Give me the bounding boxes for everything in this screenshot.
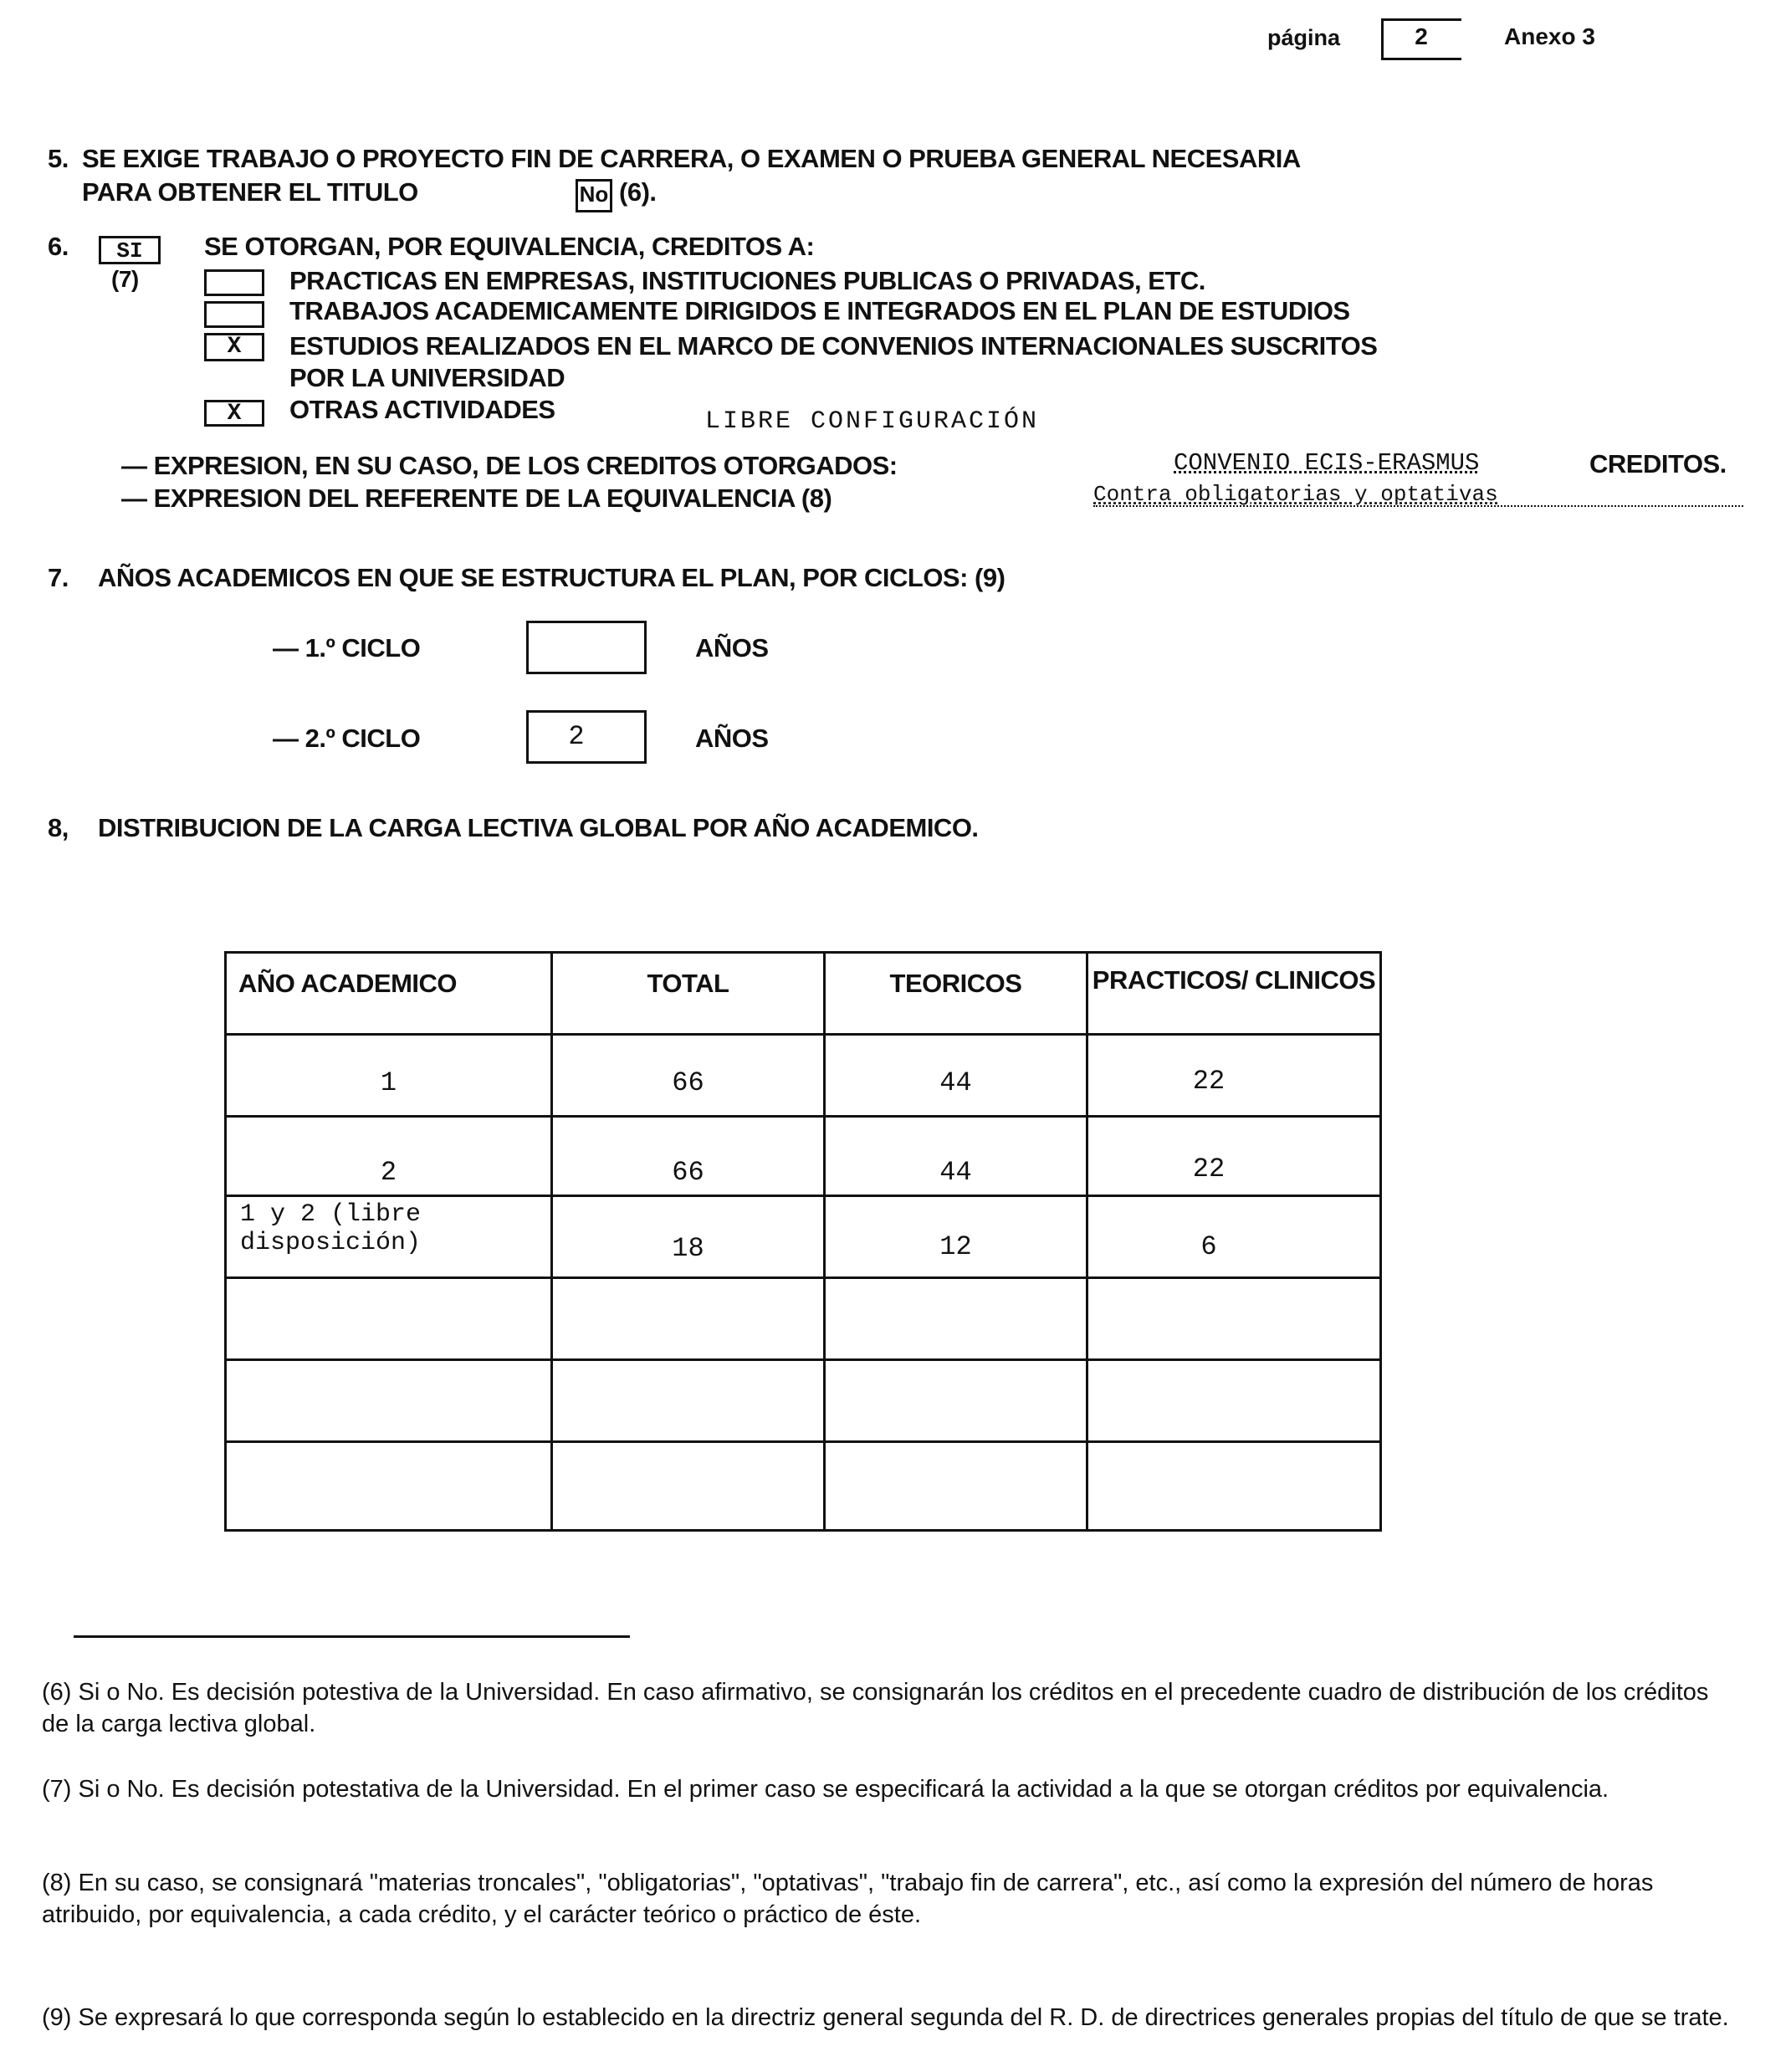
s7-cycle2-unit: AÑOS: [695, 724, 769, 753]
s6-option-1-checkbox[interactable]: [204, 269, 264, 296]
credit-distribution-table: [224, 951, 1382, 1532]
table-cell-theoretical: 44: [825, 1117, 1087, 1196]
footnote-6: (6) Si o No. Es decisión potestiva de la Universidad. En caso afirmativo, se consignarán los créditos en el precedente cuadro de distribución de los créditos de la carga lectiva global.: [42, 1679, 1709, 1737]
column-header-year: AÑO ACADEMICO: [226, 953, 552, 1035]
s7-cycle2-value: 2: [568, 721, 585, 752]
table-cell-total: 66: [552, 1035, 825, 1117]
s6-option-3-label: ESTUDIOS REALIZADOS EN EL MARCO DE CONVENIOS INTERNACIONALES SUSCRITOS: [289, 331, 1378, 361]
table-row: [226, 1117, 1381, 1196]
table-cell-year: [226, 1360, 552, 1442]
s6-expr1-value: CONVENIO ECIS-ERASMUS: [1174, 449, 1480, 477]
footnote-7: (7) Si o No. Es decisión potestativa de la Universidad. En el primer caso se especificará la actividad a la que se otorgan créditos por equivalencia.: [42, 1776, 1609, 1803]
table-cell-year: 1: [226, 1035, 552, 1117]
s6-note: (7): [111, 266, 139, 292]
s6-option-2-label: TRABAJOS ACADEMICAMENTE DIRIGIDOS E INTEGRADOS EN EL PLAN DE ESTUDIOS: [289, 296, 1350, 325]
s8-title: DISTRIBUCION DE LA CARGA LECTIVA GLOBAL POR AÑO ACADEMICO.: [98, 813, 979, 842]
table-cell-total: 18: [552, 1196, 825, 1278]
annex-label: Anexo 3: [1504, 23, 1595, 49]
table-cell-practical: [1087, 1278, 1381, 1360]
s5-note: (6).: [619, 177, 657, 207]
table-row: [226, 1196, 1381, 1278]
page-label: página: [1267, 25, 1341, 50]
table-cell-practical: 22: [1087, 1035, 1381, 1117]
s7-title: AÑOS ACADEMICOS EN QUE SE ESTRUCTURA EL PLAN, POR CICLOS: (9): [98, 563, 1006, 592]
s5-number: 5.: [48, 144, 69, 173]
table-cell-theoretical: 44: [825, 1035, 1087, 1117]
s7-number: 7.: [48, 563, 69, 592]
s6-expr1-label: — EXPRESION, EN SU CASO, DE LOS CREDITOS OTORGADOS:: [121, 451, 898, 480]
s7-cycle2-label: — 2.º CICLO: [273, 724, 421, 753]
s5-line1: SE EXIGE TRABAJO O PROYECTO FIN DE CARRERA, O EXAMEN O PRUEBA GENERAL NECESARIA: [82, 144, 1301, 173]
s6-expr1-suffix: CREDITOS.: [1589, 449, 1727, 478]
column-header-total: TOTAL: [552, 953, 825, 1035]
footnote-9: (9) Se expresará lo que corresponda según lo establecido en la directriz general segunda del R. D. de directrices generales propias del título de que se trate.: [42, 2004, 1729, 2031]
s6-expr2-label: — EXPRESION DEL REFERENTE DE LA EQUIVALENCIA (8): [121, 483, 832, 513]
s6-title: SE OTORGAN, POR EQUIVALENCIA, CREDITOS A:: [204, 232, 815, 261]
table-cell-theoretical: [825, 1278, 1087, 1360]
table-cell-practical: 6: [1087, 1196, 1381, 1278]
table-cell-total: [552, 1442, 825, 1531]
table-row: [226, 1278, 1381, 1360]
table-cell-year: 1 y 2 (libre disposición): [226, 1196, 552, 1278]
table-cell-practical: [1087, 1360, 1381, 1442]
table-cell-theoretical: [825, 1442, 1087, 1531]
s6-expr2-dotted-line: [1093, 505, 1743, 507]
footnote-8: (8) En su caso, se consignará "materias troncales", "obligatorias", "optativas", "trabajo fin de carrera", etc., así como la expresión del número de horas atribuido, por equivalencia, a cada crédito, y el carácter teórico o práctico de éste.: [42, 1870, 1654, 1928]
table-cell-practical: [1087, 1442, 1381, 1531]
table-cell-year: [226, 1278, 552, 1360]
table-row: [226, 1035, 1381, 1117]
table-cell-total: 66: [552, 1117, 825, 1196]
s6-answer: SI: [116, 238, 143, 263]
s6-number: 6.: [48, 232, 69, 261]
table-cell-practical: 22: [1087, 1117, 1381, 1196]
s5-answer: No: [579, 182, 609, 207]
table-cell-year: 2: [226, 1117, 552, 1196]
s6-option-4-label: OTRAS ACTIVIDADES: [289, 395, 555, 424]
s6-option-3-mark: X: [227, 334, 242, 360]
s6-option-3-label-line2: POR LA UNIVERSIDAD: [289, 363, 565, 392]
s6-option-4-value: LIBRE CONFIGURACIÓN: [705, 407, 1040, 436]
table-row: [226, 1442, 1381, 1531]
table-cell-total: [552, 1360, 825, 1442]
table-cell-theoretical: [825, 1360, 1087, 1442]
s7-cycle1-label: — 1.º CICLO: [273, 633, 421, 663]
s7-cycle1-unit: AÑOS: [695, 633, 769, 663]
page-number: 2: [1415, 23, 1428, 49]
s6-option-4-mark: X: [227, 401, 242, 427]
s6-expr2-value: Contra obligatorias y optativas: [1093, 482, 1498, 507]
table-cell-total: [552, 1278, 825, 1360]
s7-cycle1-box[interactable]: [526, 621, 647, 674]
footnote-separator: [74, 1635, 630, 1638]
s6-option-2-checkbox[interactable]: [204, 301, 264, 328]
table-row: [226, 1360, 1381, 1442]
column-header-practical: PRACTICOS/ CLINICOS: [1087, 953, 1381, 1035]
column-header-theoretical: TEORICOS: [825, 953, 1087, 1035]
table-header-row: [226, 953, 1381, 1035]
s8-number: 8,: [48, 813, 69, 842]
s5-line2: PARA OBTENER EL TITULO: [82, 177, 418, 207]
table-cell-year: [226, 1442, 552, 1531]
table-cell-theoretical: 12: [825, 1196, 1087, 1278]
s6-option-1-label: PRACTICAS EN EMPRESAS, INSTITUCIONES PUBLICAS O PRIVADAS, ETC.: [289, 266, 1205, 295]
